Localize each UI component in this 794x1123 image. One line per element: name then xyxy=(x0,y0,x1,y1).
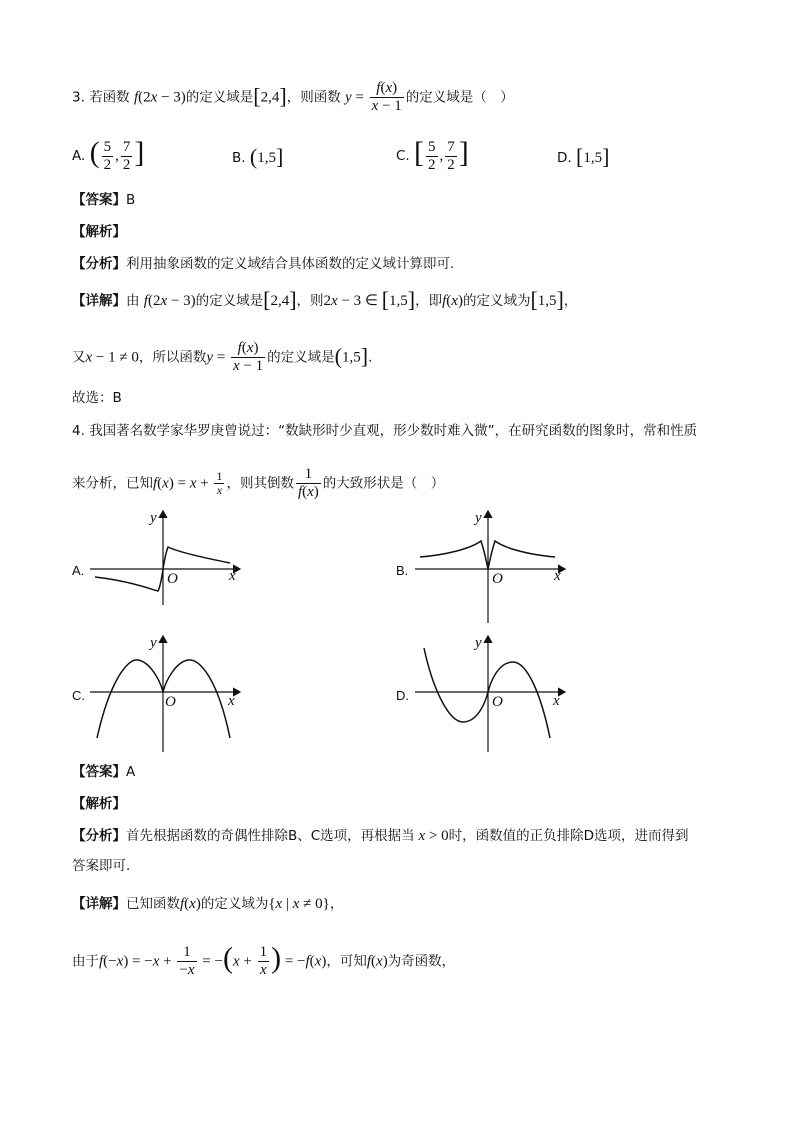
q4-stem-line2: 来分析，已知f(x) = x + $\frac{1}{x}$ ，则其倒数 $\frac{1}{f(x)}$ 的大致形状是（ ） xyxy=(72,466,445,500)
graph-b-origin: O xyxy=(492,571,503,587)
graph-b-label: B. xyxy=(396,563,409,578)
q3-stem: 3. 若函数 f(2x − 3)的定义域是[2,4]，则函数 y = $\frac{f(x)}{x - 1}$ 的定义域是（ ） xyxy=(72,80,514,114)
q3-analysis-heading: 【解析】 xyxy=(72,224,126,240)
graph-d-origin: O xyxy=(492,694,503,710)
graph-a-y-label: y xyxy=(150,510,157,526)
q3-option-b: B. (1,5] xyxy=(232,144,284,169)
graph-b-x-label: x xyxy=(554,568,561,584)
q4-stem-line1: 4. 我国著名数学家华罗庚曾说过：“数缺形时少直观，形少数时难入微”，在研究函数的图象时，常和性质 xyxy=(72,423,698,439)
graph-a-origin: O xyxy=(167,571,178,587)
q3-option-d: D. [1,5] xyxy=(557,144,610,169)
graph-a xyxy=(90,505,250,605)
graph-c-y-label: y xyxy=(150,635,157,651)
q3-answer: 【答案】B xyxy=(72,192,136,208)
graph-c-x-label: x xyxy=(228,693,235,709)
graph-a-label: A. xyxy=(72,563,85,578)
q3-option-a: A. ( $\frac{5}{2}$ , $\frac{7}{2}$ ] xyxy=(72,136,145,173)
q3-detail-line2: 又x − 1 ≠ 0，所以函数y = $\frac{f(x)}{x - 1}$ 的定义域是(1,5]. xyxy=(72,340,373,374)
graph-b xyxy=(415,505,575,625)
graph-d-y-label: y xyxy=(475,635,482,651)
q4-detail-line2: 由于f(−x) = −x + $\frac{1}{-x}$ = −(x + $\frac{1}{x}$ ) = −f(x)，可知f(x)为奇函数， xyxy=(72,941,456,978)
graph-d-label: D. xyxy=(396,688,409,703)
q3-detail-line1: 【详解】由 f(2x − 3)的定义域是[2,4]，则2x − 3 ∈ [1,5]，即f(x)的定义域为[1,5]， xyxy=(72,287,578,312)
graph-b-y-label: y xyxy=(475,510,482,526)
graph-c-label: C. xyxy=(72,688,85,703)
q3-choose: 故选：B xyxy=(72,390,122,406)
q4-answer: 【答案】A xyxy=(72,764,136,780)
graph-c xyxy=(90,630,250,755)
graph-d-x-label: x xyxy=(553,693,560,709)
q4-fenxi-line1: 【分析】首先根据函数的奇偶性排除B、C选项，再根据当 x > 0时，函数值的正负排除D选项，进而得到 xyxy=(72,828,689,844)
q3-option-c: C. [ $\frac{5}{2}$ , $\frac{7}{2}$ ] xyxy=(396,136,469,173)
q3-fenxi: 【分析】利用抽象函数的定义域结合具体函数的定义域计算即可. xyxy=(72,256,455,272)
fraction-fx-over-x-1: $\frac{f(x)}{x - 1}$ xyxy=(371,80,402,114)
q4-detail-line1: 【详解】已知函数f(x)的定义域为{x | x ≠ 0}， xyxy=(72,896,344,912)
graph-a-x-label: x xyxy=(229,568,236,584)
graph-d xyxy=(415,630,575,755)
graph-d-curve xyxy=(424,648,550,738)
math-f-2x-3: f xyxy=(133,89,139,106)
graph-c-origin: O xyxy=(165,694,176,710)
q4-fenxi-line2: 答案即可. xyxy=(72,858,131,874)
q4-analysis-heading: 【解析】 xyxy=(72,796,126,812)
